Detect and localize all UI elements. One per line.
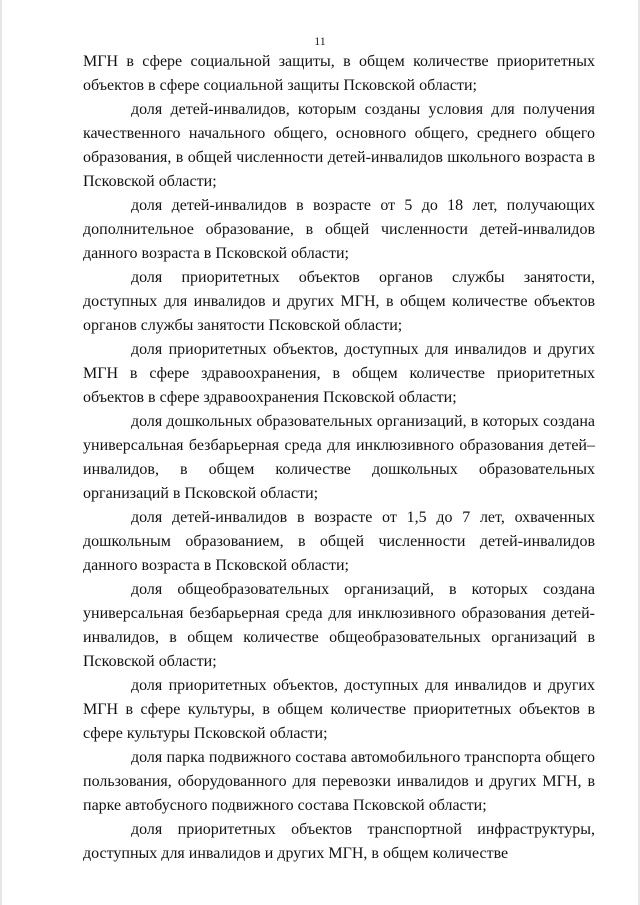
document-body: [83, 50, 595, 866]
paragraph: доля общеобразовательных организаций, в которых создана универсальная безбарьерная среда для инклюзивного образования детей-инвалидов, в общем количестве общеобразовательных организаций в Псковской области;: [83, 581, 595, 670]
scan-edge-left: [0, 0, 2, 905]
page-number: 11: [314, 34, 326, 48]
paragraph: доля парка подвижного состава автомобильного транспорта общего пользования, оборудованного для перевозки инвалидов и других МГН, в парке автобусного подвижного состава Псковской области;: [83, 749, 595, 814]
paragraph: доля детей-инвалидов, которым созданы условия для получения качественного начального общего, основного общего, среднего общего образования, в общей численности детей-инвалидов школьного возраста в Псковской области;: [83, 101, 595, 190]
paragraph: доля детей-инвалидов в возрасте от 5 до 18 лет, получающих дополнительное образование, в общей численности детей-инвалидов данного возраста в Псковской области;: [83, 197, 595, 262]
paragraph: доля приоритетных объектов, доступных для инвалидов и других МГН в сфере культуры, в общем количестве приоритетных объектов в сфере культуры Псковской области;: [83, 677, 595, 742]
paragraph: доля дошкольных образовательных организаций, в которых создана универсальная безбарьерная среда для инклюзивного образования детей–инвалидов, в общем количестве дошкольных образовательных организаций в Псковской области;: [83, 413, 595, 502]
paragraph: доля приоритетных объектов, доступных для инвалидов и других МГН в сфере здравоохранения, в общем количестве приоритетных объектов в сфере здравоохранения Псковской области;: [83, 341, 595, 406]
paragraph: доля детей-инвалидов в возрасте от 1,5 до 7 лет, охваченных дошкольным образованием, в общей численности детей-инвалидов данного возраста в Псковской области;: [83, 509, 595, 574]
paragraph-continuation: МГН в сфере социальной защиты, в общем количестве приоритетных объектов в сфере социальной защиты Псковской области;: [83, 53, 595, 94]
paragraph: доля приоритетных объектов органов службы занятости, доступных для инвалидов и других МГН, в общем количестве объектов органов службы занятости Псковской области;: [83, 269, 595, 334]
paragraph-truncated: доля приоритетных объектов транспортной инфраструктуры, доступных для инвалидов и других МГН, в общем количестве: [83, 821, 595, 862]
